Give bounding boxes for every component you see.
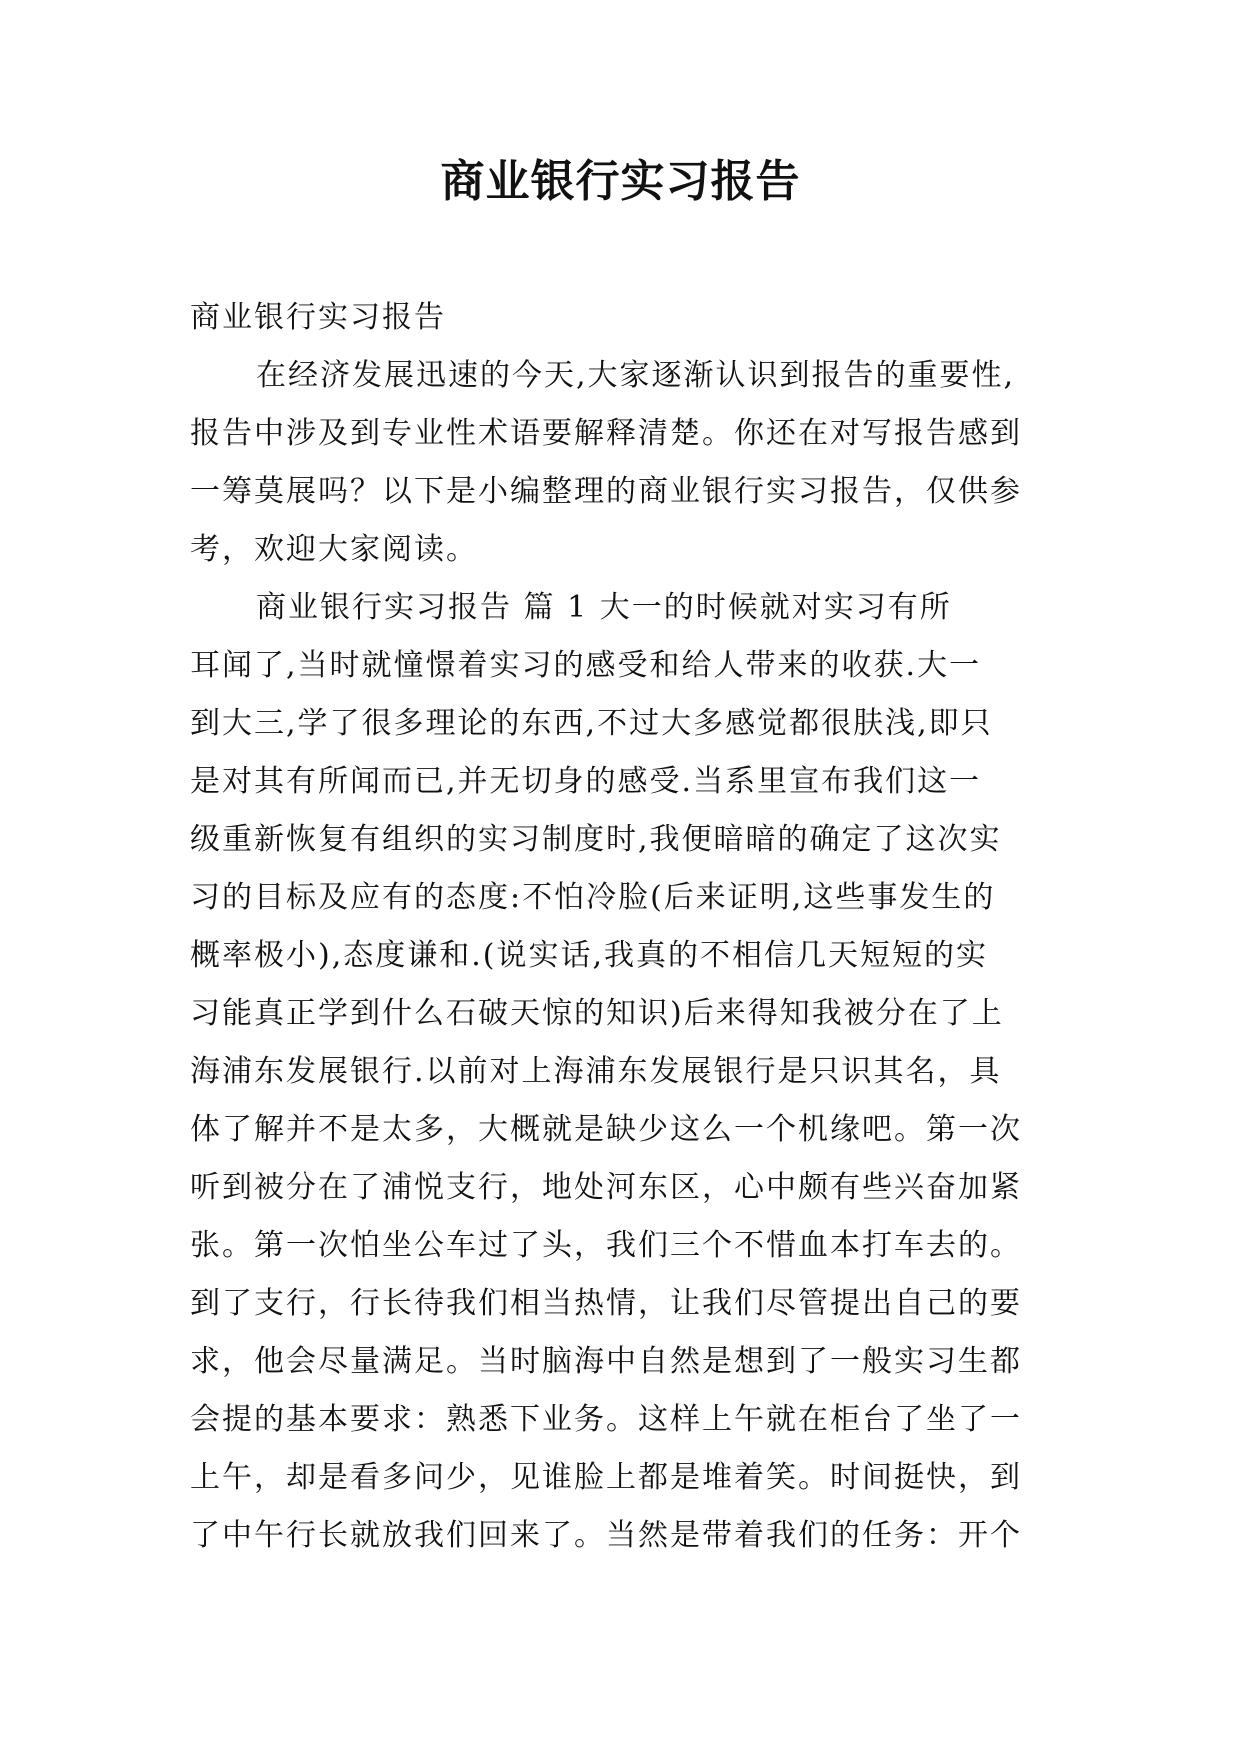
paragraph-line: 海浦东发展银行.以前对上海浦东发展银行是只识其名，具 [190, 1054, 1002, 1089]
paragraph-line: 张。第一次怕坐公车过了头，我们三个不惜血本打车去的。 [190, 1228, 1022, 1263]
document-title: 商业银行实习报告 [440, 156, 801, 207]
paragraph-line: 习的目标及应有的态度:不怕冷脸(后来证明,这些事发生的 [190, 880, 996, 915]
paragraph-line: 一筹莫展吗？以下是小编整理的商业银行实习报告，仅供参 [190, 474, 1022, 509]
paragraph-line: 听到被分在了浦悦支行，地处河东区，心中颇有些兴奋加紧 [190, 1170, 1022, 1205]
paragraph-line: 到大三,学了很多理论的东西,不过大多感觉都很肤浅,即只 [190, 706, 993, 741]
paragraph-line: 习能真正学到什么石破天惊的知识)后来得知我被分在了上 [190, 996, 1004, 1031]
document-body [190, 289, 1050, 1565]
paragraph-line: 报告中涉及到专业性术语要解释清楚。你还在对写报告感到 [190, 416, 1022, 451]
paragraph-line: 商业银行实习报告 篇 1 大一的时候就对实习有所 [256, 590, 952, 625]
paragraph-line: 是对其有所闻而已,并无切身的感受.当系里宣布我们这一 [190, 764, 982, 799]
paragraph-line: 耳闻了,当时就憧憬着实习的感受和给人带来的收获.大一 [190, 648, 982, 683]
paragraph-line: 概率极小),态度谦和.(说实话,我真的不相信几天短短的实 [190, 938, 989, 973]
paragraph-line: 上午，却是看多问少，见谁脸上都是堆着笑。时间挺快，到 [190, 1460, 1022, 1495]
subtitle-line: 商业银行实习报告 [190, 300, 446, 335]
paragraph-line: 考，欢迎大家阅读。 [190, 532, 478, 567]
paragraph-line: 会提的基本要求：熟悉下业务。这样上午就在柜台了坐了一 [190, 1402, 1022, 1437]
paragraph-line: 级重新恢复有组织的实习制度时,我便暗暗的确定了这次实 [190, 822, 1002, 857]
paragraph-line: 体了解并不是太多，大概就是缺少这么一个机缘吧。第一次 [190, 1112, 1022, 1147]
paragraph-line: 到了支行，行长待我们相当热情，让我们尽管提出自己的要 [190, 1286, 1022, 1321]
paragraph-line: 求，他会尽量满足。当时脑海中自然是想到了一般实习生都 [190, 1344, 1022, 1379]
paragraph-line: 了中午行长就放我们回来了。当然是带着我们的任务：开个 [190, 1518, 1022, 1553]
paragraph-line: 在经济发展迅速的今天,大家逐渐认识到报告的重要性, [256, 358, 1016, 393]
